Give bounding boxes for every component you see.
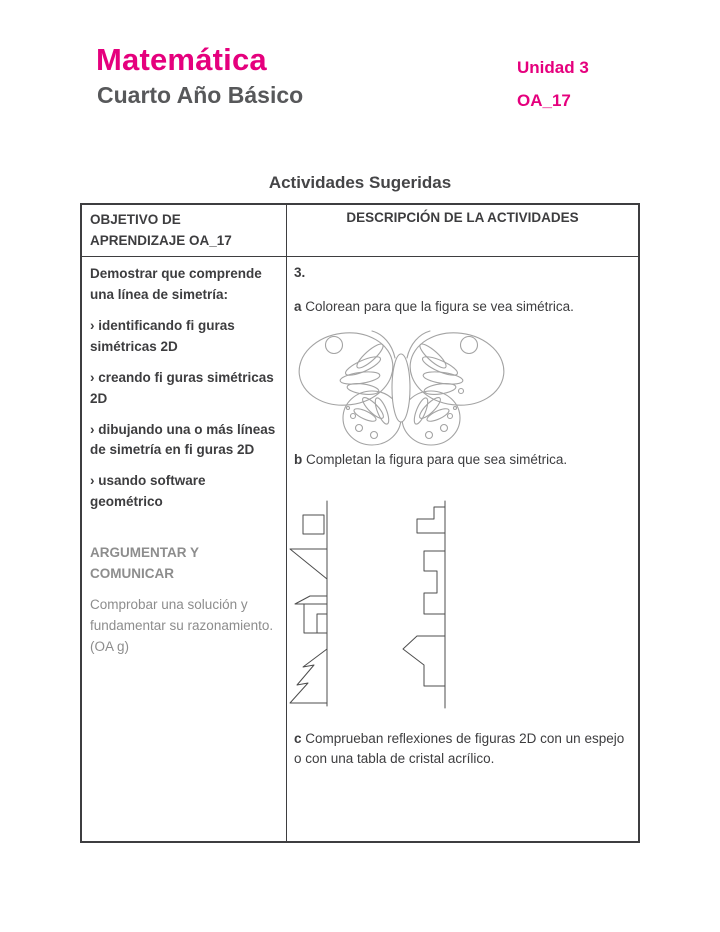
objective-bullet: › usando software geométrico xyxy=(90,473,206,510)
wing-dot xyxy=(347,406,350,409)
item-a-text: Colorean para que la figura se vea simétrica. xyxy=(305,299,574,315)
item-c-text: Comprueban reflexiones de figuras 2D con un espejo o con una tabla de cristal acrílico. xyxy=(294,730,625,766)
objective-column-header: OBJETIVO DE APRENDIZAJE OA_17 xyxy=(82,205,287,257)
wing-petal xyxy=(417,394,443,420)
unit-info xyxy=(517,51,589,117)
butterfly-spot xyxy=(459,388,464,393)
activities-table xyxy=(80,203,640,843)
wing-dot xyxy=(356,424,363,431)
half-shape-triangle xyxy=(290,549,327,579)
wing-dot xyxy=(426,431,433,438)
wing-dot xyxy=(454,406,457,409)
butterfly-spot xyxy=(326,336,343,353)
wing-dot xyxy=(351,413,356,418)
subject-title: Matemática xyxy=(96,42,267,77)
item-b-text: Completan la figura para que sea simétrica. xyxy=(306,451,568,467)
half-shape-arrow xyxy=(403,636,445,686)
butterfly-forewing-right xyxy=(406,328,508,410)
objective-cell xyxy=(82,257,287,841)
grade-subtitle: Cuarto Año Básico xyxy=(97,82,304,108)
house-body xyxy=(304,604,327,633)
half-shape-house xyxy=(295,596,327,633)
objective-bullet: › creando fi guras simétricas 2D xyxy=(90,369,274,406)
butterfly-antenna-left xyxy=(372,331,395,358)
wing-petal xyxy=(354,340,386,370)
item-c-label: c xyxy=(294,730,302,746)
activities-cell xyxy=(287,257,638,841)
activity-item-c xyxy=(294,729,628,770)
wing-petal xyxy=(423,381,456,395)
wing-dot xyxy=(371,431,378,438)
house-door xyxy=(317,614,327,633)
wing-dot xyxy=(448,413,453,418)
objective-intro: Demostrar que comprende una línea de simetría: xyxy=(90,266,262,302)
half-shape-tree xyxy=(290,649,327,703)
half-shape-rectangle xyxy=(303,515,324,534)
half-shape-bracket xyxy=(424,551,445,614)
mirror-line-shape-pairs-figure xyxy=(289,496,464,711)
butterfly-outline-figure xyxy=(295,328,510,446)
description-column-header: DESCRIPCIÓN DE LA ACTIVIDADES xyxy=(287,205,638,257)
house-roof xyxy=(295,596,327,604)
page-title: Actividades Sugeridas xyxy=(268,173,452,192)
oa-label: OA_17 xyxy=(517,91,571,110)
item-b-label: b xyxy=(294,451,303,467)
wing-dot xyxy=(441,424,448,431)
activity-number: 3. xyxy=(294,265,306,280)
activity-item-a xyxy=(294,297,628,317)
activity-item-b xyxy=(294,450,628,470)
skill-title: ARGUMENTAR Y COMUNICAR xyxy=(90,545,199,582)
butterfly-antenna-right xyxy=(407,331,430,358)
skill-text: Comprobar una solución y fundamentar su razonamiento. (OA g) xyxy=(90,597,274,654)
item-a-label: a xyxy=(294,299,302,315)
objective-bullet: › identificando fi guras simétricas 2D xyxy=(90,317,235,354)
butterfly-body xyxy=(392,354,410,422)
butterfly-spot xyxy=(461,336,478,353)
skill-block xyxy=(90,543,277,658)
objective-bullet: › dibujando una o más líneas de simetría en fi guras 2D xyxy=(90,421,276,458)
wing-petal xyxy=(346,381,379,395)
butterfly-forewing-left xyxy=(295,328,397,410)
wing-petal xyxy=(417,340,449,370)
wing-petal xyxy=(360,394,386,420)
unit-label: Unidad 3 xyxy=(517,58,589,77)
half-shape-stairs xyxy=(417,507,445,533)
